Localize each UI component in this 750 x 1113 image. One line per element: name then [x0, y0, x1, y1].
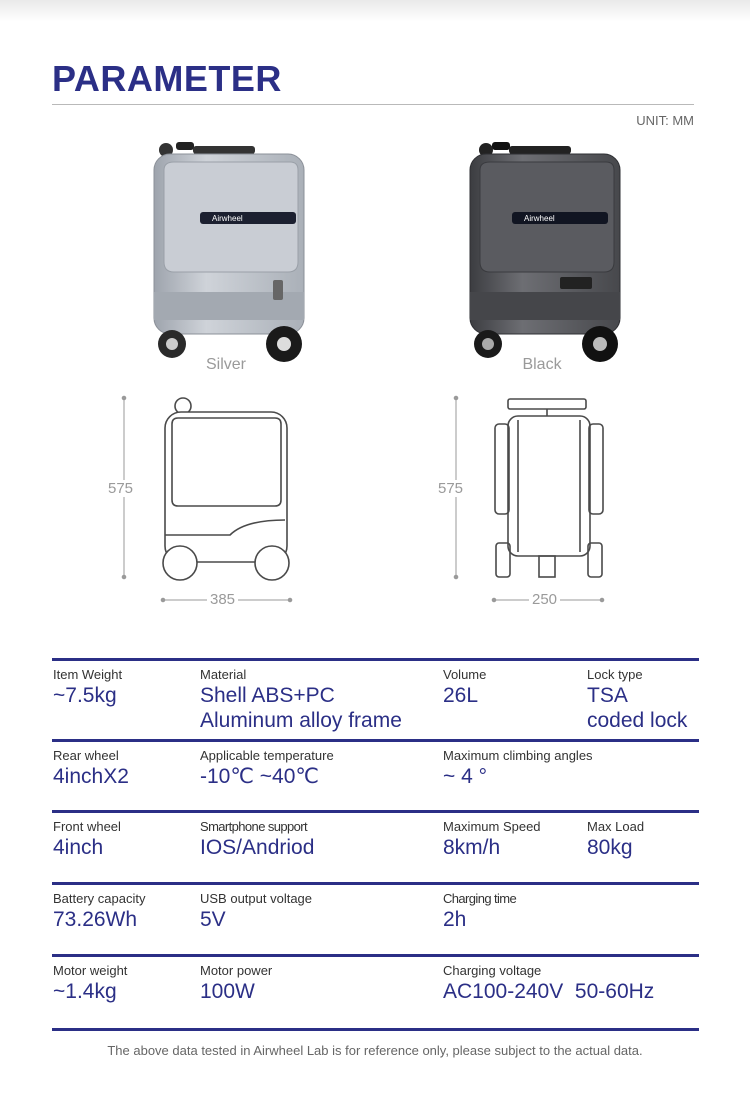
- spec-cell-smartphone-support: Smartphone support IOS/Andriod: [200, 819, 315, 859]
- spec-row: [52, 882, 699, 954]
- unit-label: UNIT: MM: [636, 113, 694, 128]
- side-view-outline: [495, 399, 603, 577]
- spec-cell-charging-time: Charging time 2h: [443, 891, 517, 931]
- front-view-outline: [163, 398, 289, 580]
- front-height-label: 575: [105, 480, 136, 497]
- side-depth-label: 250: [529, 591, 560, 608]
- spec-cell-volume: Volume 26L: [443, 667, 487, 707]
- page-title: PARAMETER: [52, 58, 282, 99]
- spec-row: [52, 810, 699, 882]
- spec-row: [52, 658, 699, 739]
- spec-cell-front-wheel: Front wheel 4inch: [53, 819, 121, 859]
- spec-cell-max-load: Max Load 80kg: [587, 819, 645, 859]
- spec-cell-temperature: Applicable temperature -10℃ ~40℃: [200, 748, 334, 788]
- spec-cell-material: Material Shell ABS+PC Aluminum alloy frame: [200, 667, 402, 732]
- spec-cell-charging-voltage: Charging voltage AC100-240V 50-60Hz: [443, 963, 655, 1003]
- spec-cell-climbing-angle: Maximum climbing angles ~ 4 °: [443, 748, 593, 788]
- side-height-label: 575: [435, 480, 466, 497]
- spec-cell-max-speed: Maximum Speed 8km/h: [443, 819, 541, 859]
- silver-brand-text: Airwheel: [212, 214, 243, 223]
- spec-cell-usb-voltage: USB output voltage 5V: [200, 891, 313, 931]
- spec-row: [52, 739, 699, 810]
- spec-cell-rear-wheel: Rear wheel 4inchX2: [53, 748, 129, 788]
- spec-cell-lock-type: Lock type TSA coded lock: [587, 667, 688, 732]
- spec-cell-item-weight: Item Weight ~7.5kg: [53, 667, 123, 707]
- spec-cell-motor-power: Motor power 100W: [200, 963, 273, 1003]
- spec-cell-motor-weight: Motor weight ~1.4kg: [53, 963, 128, 1003]
- disclaimer-note: The above data tested in Airwheel Lab is for reference only, please subject to the actual data.: [107, 1043, 643, 1058]
- black-label: Black: [522, 356, 562, 373]
- spec-row: [52, 954, 699, 1031]
- spec-cell-battery: Battery capacity 73.26Wh: [53, 891, 146, 931]
- silver-label: Silver: [205, 356, 246, 373]
- front-width-label: 385: [207, 591, 238, 608]
- black-brand-text: Airwheel: [524, 214, 555, 223]
- spec-table: [52, 658, 699, 1031]
